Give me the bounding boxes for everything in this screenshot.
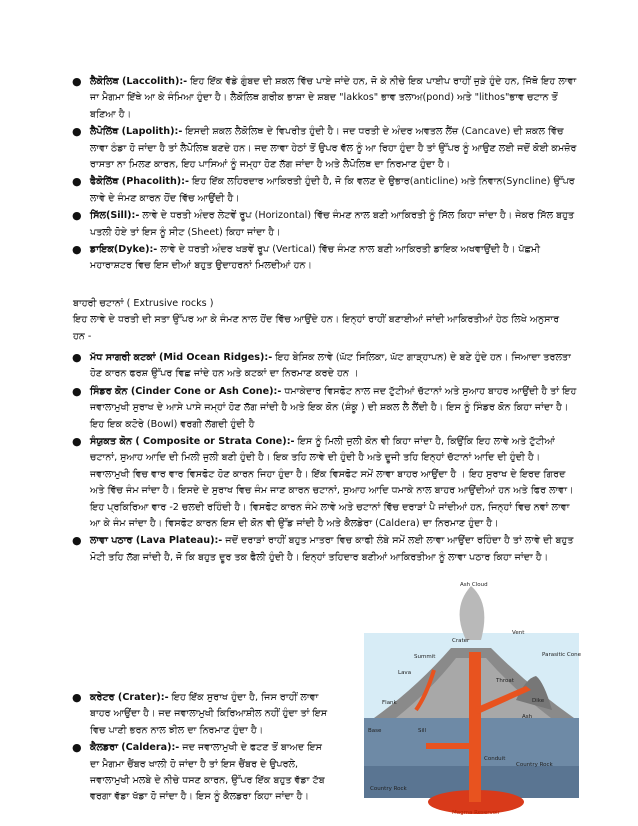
label-magma-reservoir: Magma Reservoir — [452, 810, 500, 816]
bullet-icon: ● — [72, 243, 82, 257]
list-item — [70, 174, 580, 207]
definition: ਜਦ ਜਵਾਲਾਮੁਖੀ ਦੇ ਫਟਣ ਤੋਂ ਬਾਅਦ ਇਸ ਦਾ ਮੈਗਮਾ ਚੈਂਬਰ ਖਾਲੀ ਹੋ ਜਾਂਦਾ ਹੈ ਤਾਂ ਇਸ ਚੈਂਬਰ ਦੇ ਉਪਰਲੇ, ਜਵਾਲਾਮੁਖੀ ਮਲਬੇ ਦੇ ਨੀਚੇ ਧਸਣ ਕਾਰਨ, ਉੱਪਰ ਇੱਕ ਬਹੁਤ ਵੱਡਾ ਟੱਬ ਵਰਗਾ ਵੱਡਾ ਖੱਡਾ ਹੋ ਜਾਂਦਾ ਹੈ। ਇਸ ਨੂੰ ਕੈਲਡਰਾ ਕਿਹਾ ਜਾਂਦਾ ਹੈ। — [90, 742, 325, 803]
list-item — [70, 384, 580, 433]
label-crater: Crater — [452, 638, 470, 644]
bullet-icon: ● — [72, 534, 82, 548]
label-vent: Vent — [512, 630, 525, 636]
crater-caldera-list — [70, 690, 330, 807]
term: ਸਿੱਲ(Sill):- — [90, 210, 140, 222]
term: ਫੈਕੋਲਿੱਥ (Phacolith):- — [90, 176, 189, 188]
volcano-diagram-svg — [356, 578, 586, 818]
bullet-icon: ● — [72, 209, 82, 223]
label-flank: Flank — [382, 700, 397, 706]
term: ਕੈਲਡਰਾ (Caldera):- — [90, 742, 180, 754]
term: ਕਰੇਟਰ (Crater):- — [90, 692, 169, 703]
list-item — [70, 208, 580, 241]
bullet-icon: ● — [72, 351, 82, 364]
bullet-icon: ● — [72, 75, 82, 88]
label-lava: Lava — [398, 670, 412, 676]
term: ਲੈਕੋਲਿਥ (Laccolith):- — [90, 76, 188, 87]
list-item — [70, 350, 580, 383]
sill-shape — [426, 743, 476, 749]
label-dike: Dike — [532, 698, 545, 704]
intrusive-features-list — [70, 74, 580, 276]
label-sill: Sill — [418, 728, 427, 734]
definition: ਇਹ ਇੱਕ ਵੱਡੇ ਗੁੰਬਦ ਦੀ ਸ਼ਕਲ ਵਿੱਚ ਪਾਏ ਜਾਂਦੇ ਹਨ, ਜੋ ਕੇ ਨੀਚੇ ਇਕ ਪਾਈਪ ਰਾਹੀਂ ਜੁੜੇ ਹੁੰਦੇ ਹਨ, ਜਿੱਥੋ ਇਹ ਲਾਵਾ ਜਾ ਮੈਗਮਾ ਇੱਥੇ ਆ ਕੇ ਜੰਮਿਆ ਹੁੰਦਾ ਹੈ। ਲੈਕੋਲਿਥ ਗਰੀਕ ਭਾਸ਼ਾ ਦੇ ਸ਼ਬਦ "lakkos" ਭਾਵ ਤਲਾਅ(pond) ਅਤੇ "lithos"ਭਾਵ ਚਟਾਨ ਤੋਂ ਬਣਿਆ ਹੈ। — [90, 76, 577, 120]
label-ash: Ash — [522, 714, 533, 720]
definition: ਧਮਾਕੇਦਾਰ ਵਿਸਫੋਟ ਨਾਲ ਜਦ ਟੁੱਟੀਆਂ ਚੱਟਾਨਾਂ ਅਤੇ ਸੁਆਹ ਬਾਹਰ ਆਉਂਦੀ ਹੈ ਤਾਂ ਇਹ ਜਵਾਲਾਮੁਖੀ ਸੁਰਾਖ ਦੇ ਆਸੇ ਪਾਸੇ ਜਮ੍ਹਾਂ ਹੋਣ ਲੱਗ ਜਾਂਦੀ ਹੈ ਅਤੇ ਇਕ ਕੋਨ (ਸ਼ੰਕੂ ) ਦੀ ਸ਼ਕਲ ਲੈ ਲੈਂਦੀ ਹੈ। ਇਸ ਨੂੰ ਸਿੰਡਰ ਕੋਨ ਕਿਹਾ ਜਾਂਦਾ ਹੈ। ਇਹ ਇਕ ਕਟੋਰੇ (Bowl) ਵਰਗੀ ਲੱਗਦੀ ਹੁੰਦੀ ਹੈ — [90, 385, 577, 430]
term: ਮੱਧ ਸਾਗਰੀ ਕਟਕਾਂ (Mid Ocean Ridges):- — [90, 352, 273, 363]
definition: ਇਹ ਇੱਕ ਲਹਿਰਦਾਰ ਆਕਿਰਤੀ ਹੁੰਦੀ ਹੈ, ਜੋ ਕਿ ਵਲਣ ਦੇ ਉਭਾਰ(anticline) ਅਤੇ ਨਿਵਾਨ(Syncline) ਉੱਪਰ ਲਾਵੇ ਦੇ ਜੰਮਣ ਕਾਰਨ ਹੋਂਦ ਵਿੱਚ ਆਉਂਦੀ ਹੈ। — [90, 176, 575, 204]
list-item — [70, 434, 580, 532]
label-base: Base — [368, 728, 382, 734]
label-conduit: Conduit — [484, 756, 506, 762]
list-item — [70, 690, 330, 739]
label-throat: Throat — [496, 678, 514, 684]
term: ਲਾਵਾ ਪਠਾਰ (Lava Plateau):- — [90, 535, 223, 547]
extrusive-features-list — [70, 350, 580, 567]
list-item — [70, 74, 580, 123]
section-intro: ਇਹ ਲਾਵੇ ਦੇ ਧਰਤੀ ਦੀ ਸਤਾ ਉੱਪਰ ਆ ਕੇ ਜੰਮਣ ਨਾਲ ਹੋਂਦ ਵਿੱਚ ਆਉਂਦੇ ਹਨ। ਇਨ੍ਹਾਂ ਰਾਹੀਂ ਬਣਾਈਆਂ ਜਾਂਦੀ ਆਕਿਰਤੀਆਂ ਹੇਠ ਲਿਖੇ ਅਨੁਸਾਰ ਹਨ - — [73, 314, 560, 342]
label-ash-cloud: Ash Cloud — [460, 582, 488, 588]
term: ਸੰਯੁਕਤ ਕੋਨ ( Composite or Strata Cone):- — [90, 436, 295, 448]
bullet-icon: ● — [72, 175, 82, 189]
list-item — [70, 740, 330, 806]
definition: ਇਸ ਨੂੰ ਮਿਲੀ ਜੁਲੀ ਕੋਨ ਵੀ ਕਿਹਾ ਜਾਂਦਾ ਹੈ, ਕਿਉਂਕਿ ਇਹ ਲਾਵੇ ਅਤੇ ਟੁੱਟੀਆਂ ਚਟਾਨਾਂ, ਸੁਆਹ ਆਦਿ ਦੀ ਮਿਲੀ ਜੁਲੀ ਬਣੀ ਹੁੰਦੀ ਹੈ। ਇਕ ਤਹਿ ਲਾਵੇ ਦੀ ਹੁੰਦੀ ਹੈ ਅਤੇ ਦੂਜੀ ਤਹਿ ਇਨ੍ਹਾਂ ਚੱਟਾਨਾਂ ਆਦਿ ਦੀ ਹੁੰਦੀ ਹੈ। ਜਵਾਲਾਮੁਖੀ ਵਿਚ ਵਾਰ ਵਾਰ ਵਿਸਫੋਟ ਹੋਣ ਕਾਰਨ ਜਿਹਾ ਹੁੰਦਾ ਹੈ। ਇੱਕ ਵਿਸਫੋਟ ਸਮੇਂ ਲਾਵਾ ਬਾਹਰ ਆਉਂਦਾ ਹੈ । ਇਹ ਸੁਰਾਖ ਦੇ ਇਰਦ ਗਿਰਦ ਅਤੇ ਵਿੱਚ ਜੰਮ ਜਾਂਦਾ ਹੈ। ਇਸਦੇ ਦੇ ਸੁਰਾਖ ਵਿਚ ਜੰਮ ਜਾਣ ਕਾਰਨ ਚਟਾਨਾਂ, ਸੁਆਹ ਆਦਿ ਧਮਾਕੇ ਨਾਲ ਬਾਹਰ ਆਉਂਦੀਆਂ ਹਨ ਅਤੇ ਫਿਰ ਲਾਵਾ। ਇਹ ਪ੍ਰਕਿਰਿਆ ਵਾਰ -2 ਚਲਦੀ ਰਹਿੰਦੀ ਹੈ। ਵਿਸਫੋਟ ਕਾਰਨ ਜੰਮੇ ਲਾਵੇ ਅਤੇ ਚਟਾਨਾਂ ਵਿੱਚ ਦਰਾੜਾਂ ਪੈ ਜਾਂਦੀਆਂ ਹਨ, ਜਿਨ੍ਹਾਂ ਵਿਚ ਨਵਾਂ ਲਾਵਾ ਆ ਕੇ ਜੰਮ ਜਾਂਦਾ ਹੈ। ਵਿਸਫੋਟ ਕਾਰਨ ਇਸ ਦੀ ਕੋਨ ਵੀ ਉੱਡ ਜਾਂਦੀ ਹੈ ਅਤੇ ਕੈਲਡੇਰਾ (Caldera) ਦਾ ਨਿਰਮਾਣ ਹੁੰਦਾ ਹੈ। — [90, 436, 574, 530]
list-item — [70, 242, 580, 275]
list-item — [70, 124, 580, 173]
definition: ਲਾਵੇ ਦੇ ਧਰਤੀ ਅੰਦਰ ਖੜਵੇਂ ਰੂਪ (Vertical) ਵਿੱਚ ਜੰਮਣ ਨਾਲ ਬਣੀ ਆਕਿਰਤੀ ਡਾਇਕ ਅਖਵਾਉਂਦੀ ਹੈ। ਪੱਛਮੀ ਮਹਾਰਾਸ਼ਟਰ ਵਿਚ ਇਸ ਦੀਆਂ ਬਹੁਤ ਉਦਾਹਰਨਾਂ ਮਿਲਦੀਆਂ ਹਨ। — [90, 244, 541, 272]
term: ਸਿੰਡਰ ਕੋਨ (Cinder Cone or Ash Cone):- — [90, 385, 282, 397]
label-parasitic-cone: Parasitic Cone — [542, 652, 581, 658]
volcano-diagram — [356, 578, 586, 818]
bullet-icon: ● — [72, 741, 82, 755]
term: ਡਾਇਕ(Dyke):- — [90, 244, 158, 256]
label-country-rock-left: Country Rock — [370, 786, 407, 792]
extrusive-rocks-section — [73, 296, 573, 345]
definition: ਇਸਦੀ ਸ਼ਕਲ ਲੈਕੋਲਿਥ ਦੇ ਵਿਪਰੀਤ ਹੁੰਦੀ ਹੈ। ਜਦ ਧਰਤੀ ਦੇ ਅੰਦਰ ਅਵਤਲ ਲੈਂਜ਼ (Cancave) ਦੀ ਸ਼ਕਲ ਵਿੱਚ ਲਾਵਾ ਠੰਡਾ ਹੋ ਜਾਂਦਾ ਹੈ ਤਾਂ ਲੈਪੋਲਿਥ ਬਣਦੇ ਹਨ। ਜਦ ਲਾਵਾ ਹੇਠਾਂ ਤੋਂ ਉਪਰ ਵੱਲ ਨੂੰ ਆ ਰਿਹਾ ਹੁੰਦਾ ਹੈ ਤਾਂ ਉੱਪਰ ਨੂੰ ਆਉਣ ਲਈ ਜਦੋਂ ਕੋਈ ਕਮਜ਼ੋਰ ਰਾਸਤਾ ਨਾ ਮਿਲਣ ਕਾਰਨ, ਇਹ ਪਾਸਿਆਂ ਨੂੰ ਜਮ੍ਹਾ ਹੋਣ ਲੱਗ ਜਾਂਦਾ ਹੈ ਅਤੇ ਲੈਪੋਲਿਥ ਦਾ ਨਿਰਮਾਣ ਹੁੰਦਾ ਹੈ। — [90, 126, 577, 171]
definition: ਇਹ ਇੱਕ ਸੁਰਾਖ ਹੁੰਦਾ ਹੈ, ਜਿਸ ਰਾਹੀਂ ਲਾਵਾ ਬਾਹਰ ਆਉਂਦਾ ਹੈ। ਜਦ ਜਵਾਲਾਮੁਖੀ ਕਿਰਿਆਸ਼ੀਲ ਨਹੀਂ ਹੁੰਦਾ ਤਾਂ ਇਸ ਵਿਚ ਪਾਣੀ ਭਰਨ ਨਾਲ ਝੀਲ ਦਾ ਨਿਰਮਾਣ ਹੁੰਦਾ ਹੈ। — [90, 692, 328, 736]
bullet-icon: ● — [72, 384, 82, 398]
label-country-rock-right: Country Rock — [516, 762, 553, 768]
label-summit: Summit — [414, 654, 436, 660]
section-heading: ਬਾਹਰੀ ਚਟਾਨਾਂ ( Extrusive rocks ) — [73, 298, 214, 309]
definition: ਇਹ ਬੇਸਿਕ ਲਾਵੇ (ਘੱਟ ਸਿਲਿਕਾ, ਘੱਟ ਗਾੜ੍ਹਾਪਨ) ਦੇ ਬਣੇ ਹੁੰਦੇ ਹਨ। ਜਿਆਦਾ ਤਰਲਤਾ ਹੋਣ ਕਾਰਨ ਫਰਸ਼ ਉੱਪਰ ਵਿਛ ਜਾਂਦੇ ਹਨ ਅਤੇ ਕਟਕਾਂ ਦਾ ਨਿਰਮਾਣ ਕਰਦੇ ਹਨ । — [90, 352, 571, 380]
conduit-shape — [469, 652, 481, 802]
term: ਲੈਪੋਲਿੱਥ (Lapolith):- — [90, 126, 183, 138]
definition: ਜਦੋਂ ਦਰਾੜਾਂ ਰਾਹੀਂ ਬਹੁਤ ਮਾਤਰਾ ਵਿਚ ਕਾਫੀ ਲੰਬੇ ਸਮੇਂ ਲਈ ਲਾਵਾ ਆਉਂਦਾ ਰਹਿੰਦਾ ਹੈ ਤਾਂ ਲਾਵੇ ਦੀ ਬਹੁਤ ਮੋਟੀ ਤਹਿ ਲੱਗ ਜਾਂਦੀ ਹੈ, ਜੋ ਕਿ ਬਹੁਤ ਦੂਰ ਤਕ ਫੈਲੀ ਹੁੰਦੀ ਹੈ। ਇਨ੍ਹਾਂ ਤਹਿਦਾਰ ਬਣੀਆਂ ਆਕਿਰਤੀਆ ਨੂੰ ਲਾਵਾ ਪਠਾਰ ਕਿਹਾ ਜਾਂਦਾ ਹੈ। — [90, 535, 574, 563]
definition: ਲਾਵੇ ਦੇ ਧਰਤੀ ਅੰਦਰ ਲੇਟਵੇਂ ਰੂਪ (Horizontal) ਵਿੱਚ ਜੰਮਣ ਨਾਲ ਬਣੀ ਆਕਿਰਤੀ ਨੂੰ ਸਿੱਲ ਕਿਹਾ ਜਾਂਦਾ ਹੈ। ਜੇਕਰ ਸਿੱਲ ਬਹੁਤ ਪਤਲੀ ਹੋਏ ਤਾਂ ਇਸ ਨੂੰ ਸੀਟ (Sheet) ਕਿਹਾ ਜਾਂਦਾ ਹੈ। — [90, 210, 575, 238]
bullet-icon: ● — [72, 691, 82, 704]
list-item — [70, 533, 580, 566]
bullet-icon: ● — [72, 435, 82, 449]
bullet-icon: ● — [72, 125, 82, 139]
